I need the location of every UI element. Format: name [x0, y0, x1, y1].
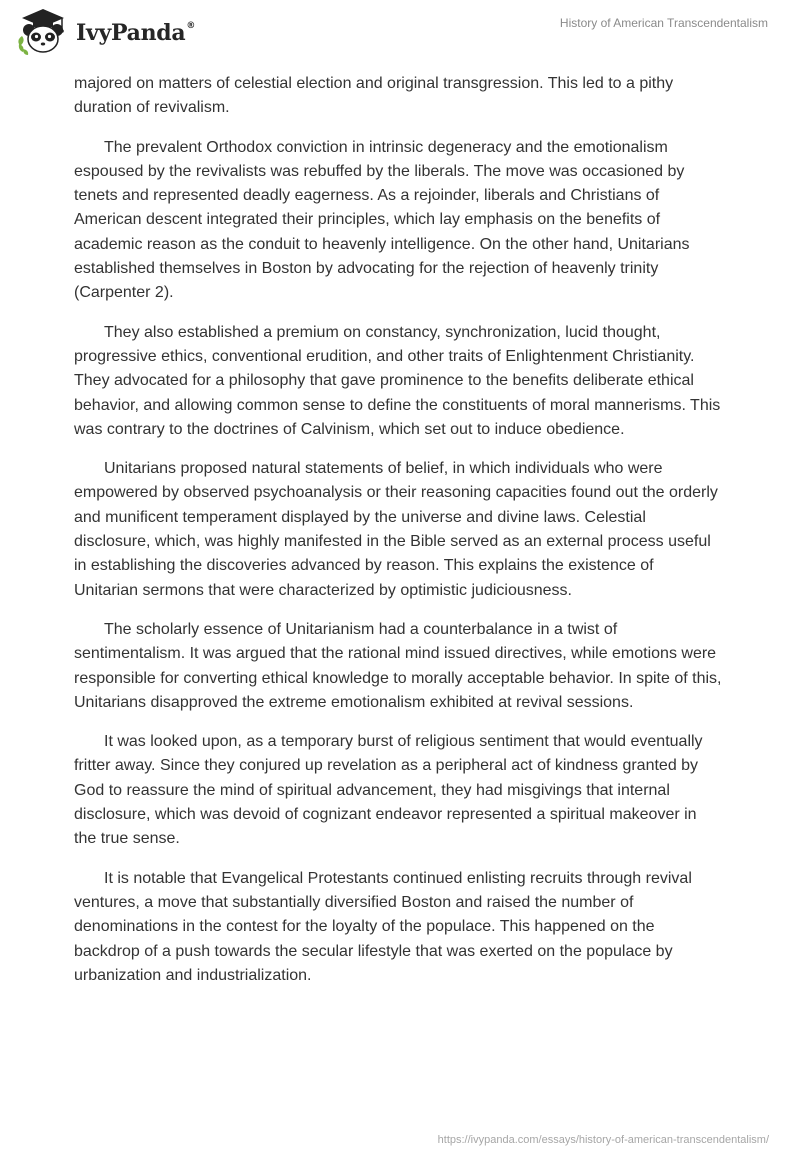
- essay-body: [74, 72, 722, 1003]
- paragraph: They also established a premium on constancy, synchronization, lucid thought, progressive ethics, conventional erudition, and other traits of Enlightenment Christianity. They advocated for a philosophy that gave prominence to the benefits deliberate ethical behavior, and allowing common sense to define the constituents of moral mannerisms. This was contrary to the doctrines of Calvinism, which set out to induce obedience.: [74, 323, 721, 438]
- paragraph: majored on matters of celestial election and original transgression. This led to a pithy duration of revivalism.: [74, 75, 674, 117]
- registered-mark: ®: [186, 20, 196, 31]
- paragraph: It was looked upon, as a temporary burst of religious sentiment that would eventually fritter away. Since they conjured up revelation as a peripheral act of kindness granted by God to reassure the mind of spiritual advancement, they had misgivings that internal disclosure, which was devoid of cognizant endeavor represented a spiritual makeover in the true sense.: [74, 733, 703, 848]
- ivypanda-logo[interactable]: [14, 6, 195, 56]
- paragraph: Unitarians proposed natural statements of belief, in which individuals who were empowered by observed psychoanalysis or their reasoning capacities found out the orderly and munificent temperament displayed by the universe and divine laws. Celestial disclosure, which, was highly manifested in the Bible served as an external process useful in establishing the discoveries advanced by reason. This explains the existence of Unitarian sermons that were characterized by optimistic judiciousness.: [74, 460, 718, 599]
- source-url[interactable]: https://ivypanda.com/essays/history-of-american-transcendentalism/: [437, 1134, 769, 1146]
- page-header: [0, 0, 800, 68]
- document-title: History of American Transcendentalism: [559, 16, 768, 30]
- paragraph: It is notable that Evangelical Protestants continued enlisting recruits through revival ventures, a move that substantially diversified Boston and raised the number of denominations in the contest for the loyalty of the populace. This happened on the backdrop of a push towards the secular lifestyle that was exerted on the populace by urbanization and industrialization.: [74, 869, 692, 984]
- paragraph: The scholarly essence of Unitarianism had a counterbalance in a twist of sentimentalism. It was argued that the rational mind issued directives, while emotions were responsible for converting ethical knowledge to morally acceptable behavior. In spite of this, Unitarians disapproved the extreme emotionalism exhibited at revival sessions.: [74, 620, 722, 711]
- paragraph: The prevalent Orthodox conviction in intrinsic degeneracy and the emotionalism espoused by the revivalists was rebuffed by the liberals. The move was occasioned by tenets and represented deadly eagerness. As a rejoinder, liberals and Christians of American descent integrated their principles, which lay emphasis on the benefits of academic reason as the conduit to heavenly intelligence. On the other hand, Unitarians established themselves in Boston by advocating for the rejection of heavenly trinity (Carpenter 2).: [74, 138, 690, 302]
- panda-graduate-icon: [14, 6, 72, 56]
- brand-name: IvyPanda®: [76, 20, 196, 46]
